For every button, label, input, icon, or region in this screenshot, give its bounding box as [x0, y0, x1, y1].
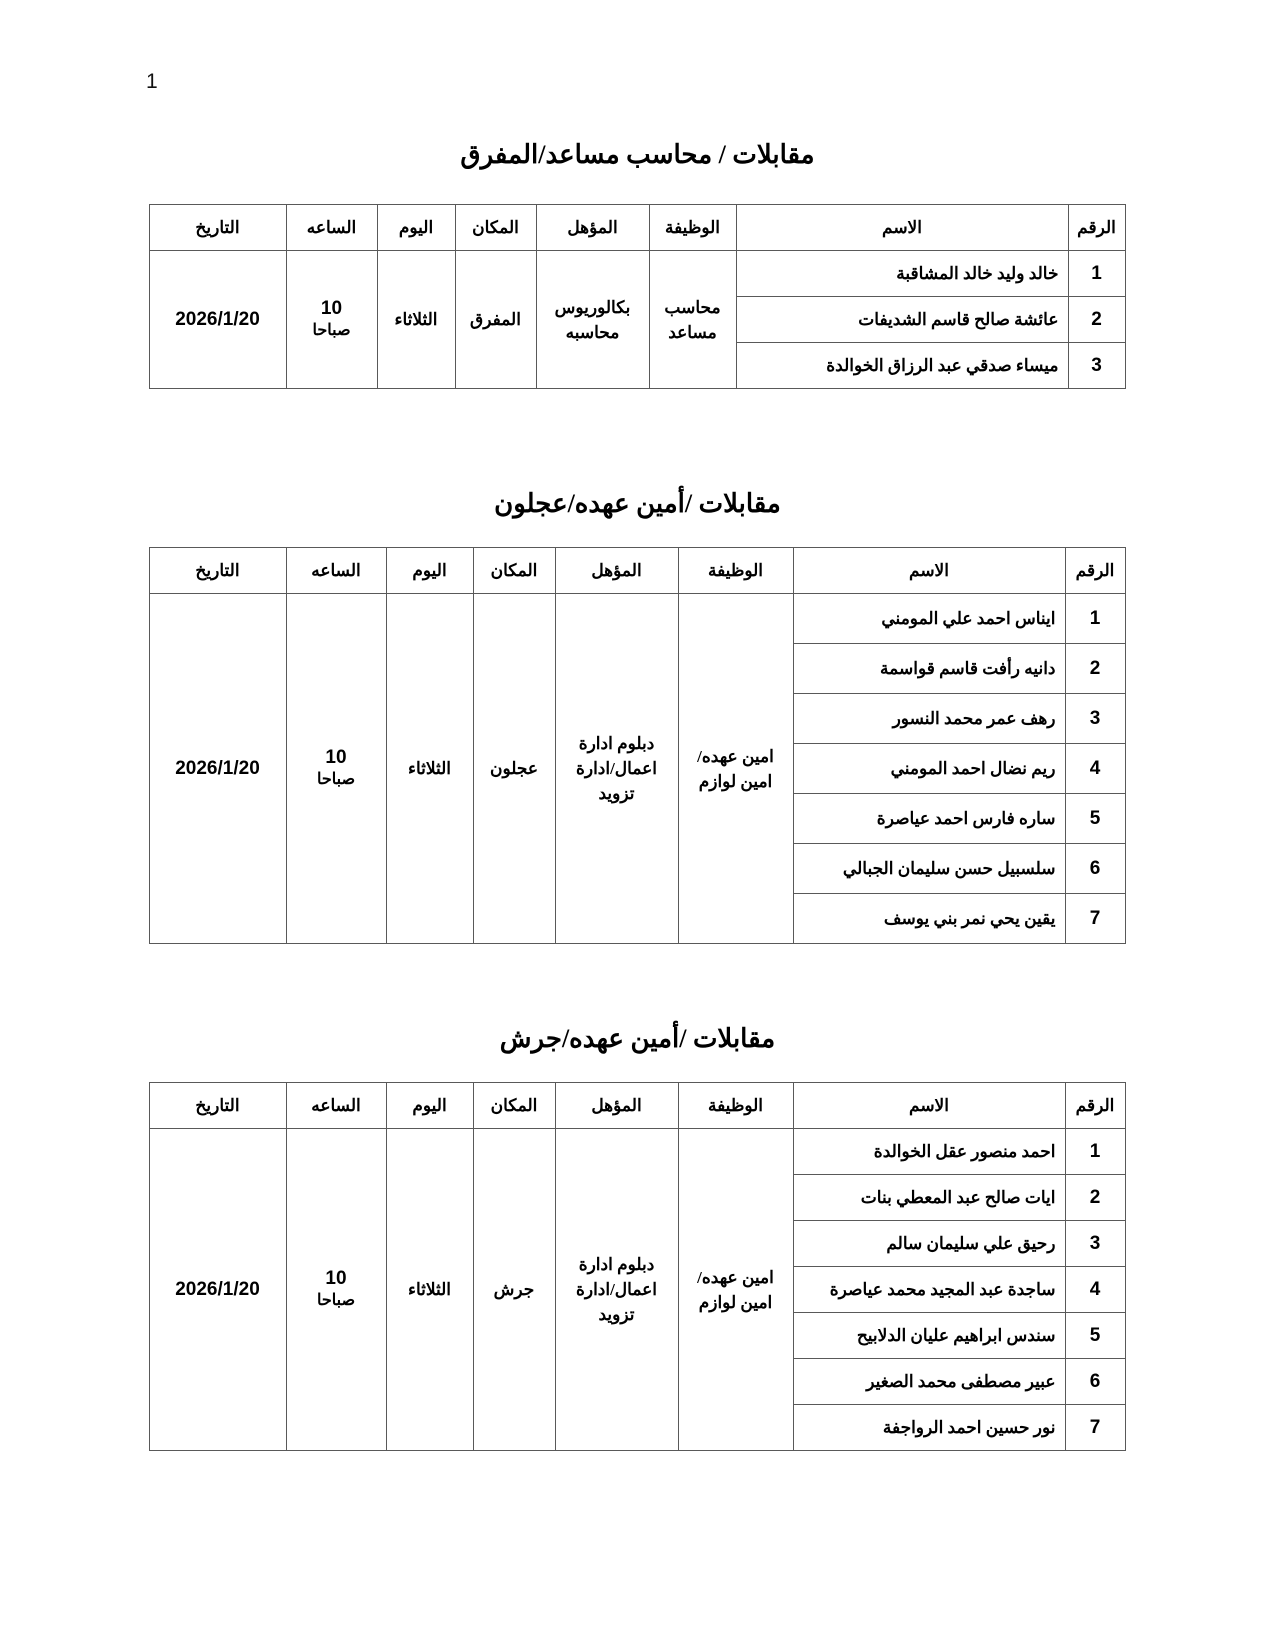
row-number-cell: 5 [1065, 794, 1125, 844]
candidate-name-cell: سلسبيل حسن سليمان الجبالي [793, 844, 1065, 894]
column-header-place: المكان [473, 548, 555, 594]
column-header-number: الرقم [1068, 205, 1125, 251]
time-value: 10 [325, 1268, 347, 1289]
time-cell [286, 1129, 386, 1451]
candidate-name-cell: ايناس احمد علي المومني [793, 594, 1065, 644]
column-header-time: الساعه [286, 548, 386, 594]
document-body [150, 0, 1126, 1451]
row-number-cell: 5 [1065, 1313, 1125, 1359]
candidate-name-cell: سندس ابراهيم عليان الدلابيح [793, 1313, 1065, 1359]
row-number-cell: 6 [1065, 844, 1125, 894]
row-number-cell: 1 [1068, 251, 1125, 297]
table-body [149, 594, 1125, 944]
column-header-number: الرقم [1065, 1083, 1125, 1129]
place-cell: جرش [473, 1129, 555, 1451]
job-cell: محاسب مساعد [649, 251, 736, 389]
column-header-date: التاريخ [149, 548, 286, 594]
row-number-cell: 4 [1065, 1267, 1125, 1313]
interview-section-jerash [150, 1020, 1126, 1451]
date-cell: 2026/1/20 [149, 594, 286, 944]
row-number-cell: 7 [1065, 894, 1125, 944]
column-header-place: المكان [455, 205, 536, 251]
time-cell [286, 251, 377, 389]
header-row [149, 548, 1125, 594]
interview-section-ajloun [150, 485, 1126, 944]
day-cell: الثلاثاء [386, 594, 473, 944]
header-row [149, 205, 1125, 251]
row-number-cell: 2 [1068, 297, 1125, 343]
day-cell: الثلاثاء [386, 1129, 473, 1451]
table-body [149, 1129, 1125, 1451]
candidate-row [149, 251, 1125, 297]
interviews-table-jerash [149, 1082, 1126, 1451]
column-header-time: الساعه [286, 205, 377, 251]
date-cell: 2026/1/20 [149, 251, 286, 389]
column-header-name: الاسم [736, 205, 1068, 251]
table-header [149, 548, 1125, 594]
column-header-qualification: المؤهل [536, 205, 649, 251]
candidate-name-cell: رهف عمر محمد النسور [793, 694, 1065, 744]
time-value: 10 [325, 747, 347, 768]
column-header-qualification: المؤهل [555, 1083, 678, 1129]
table-body [149, 251, 1125, 389]
candidate-name-cell: ساجدة عبد المجيد محمد عياصرة [793, 1267, 1065, 1313]
candidate-name-cell: ميساء صدقي عبد الرزاق الخوالدة [736, 343, 1068, 389]
qualification-cell: بكالوريوس محاسبه [536, 251, 649, 389]
column-header-job: الوظيفة [649, 205, 736, 251]
job-cell: امين عهده/امين لوازم [678, 1129, 793, 1451]
header-row [149, 1083, 1125, 1129]
candidate-name-cell: ساره فارس احمد عياصرة [793, 794, 1065, 844]
row-number-cell: 6 [1065, 1359, 1125, 1405]
column-header-date: التاريخ [149, 1083, 286, 1129]
column-header-place: المكان [473, 1083, 555, 1129]
column-header-name: الاسم [793, 1083, 1065, 1129]
candidate-row [149, 594, 1125, 644]
qualification-cell: دبلوم ادارة اعمال/ادارة تزويد [555, 594, 678, 944]
row-number-cell: 3 [1065, 1221, 1125, 1267]
table-header [149, 205, 1125, 251]
time-period: صباحا [316, 771, 356, 788]
column-header-job: الوظيفة [678, 548, 793, 594]
row-number-cell: 2 [1065, 644, 1125, 694]
candidate-name-cell: عبير مصطفى محمد الصغير [793, 1359, 1065, 1405]
row-number-cell: 1 [1065, 1129, 1125, 1175]
candidate-name-cell: عائشة صالح قاسم الشديفات [736, 297, 1068, 343]
page-number: 1 [146, 70, 158, 93]
interviews-table-mafraq [149, 204, 1126, 389]
column-header-qualification: المؤهل [555, 548, 678, 594]
qualification-cell: دبلوم ادارة اعمال/ادارة تزويد [555, 1129, 678, 1451]
table-title: مقابلات /أمين عهده/عجلون [494, 489, 781, 518]
place-cell: المفرق [455, 251, 536, 389]
column-header-day: اليوم [386, 548, 473, 594]
time-value: 10 [320, 298, 343, 319]
row-number-cell: 7 [1065, 1405, 1125, 1451]
interview-section-mafraq [150, 136, 1126, 389]
column-header-job: الوظيفة [678, 1083, 793, 1129]
date-cell: 2026/1/20 [149, 1129, 286, 1451]
table-title: مقابلات /أمين عهده/جرش [499, 1024, 776, 1053]
row-number-cell: 4 [1065, 744, 1125, 794]
time-cell [286, 594, 386, 944]
column-header-date: التاريخ [149, 205, 286, 251]
column-header-name: الاسم [793, 548, 1065, 594]
place-cell: عجلون [473, 594, 555, 944]
day-cell: الثلاثاء [377, 251, 455, 389]
table-header [149, 1083, 1125, 1129]
column-header-time: الساعه [286, 1083, 386, 1129]
candidate-name-cell: احمد منصور عقل الخوالدة [793, 1129, 1065, 1175]
candidate-name-cell: ايات صالح عبد المعطي بنات [793, 1175, 1065, 1221]
row-number-cell: 1 [1065, 594, 1125, 644]
time-period: صباحا [312, 322, 351, 339]
time-period: صباحا [316, 1292, 356, 1309]
table-title: مقابلات / محاسب مساعد/المفرق [460, 140, 815, 169]
row-number-cell: 2 [1065, 1175, 1125, 1221]
row-number-cell: 3 [1065, 694, 1125, 744]
column-header-number: الرقم [1065, 548, 1125, 594]
candidate-name-cell: خالد وليد خالد المشاقبة [736, 251, 1068, 297]
column-header-day: اليوم [377, 205, 455, 251]
job-cell: امين عهده/امين لوازم [678, 594, 793, 944]
candidate-name-cell: رحيق علي سليمان سالم [793, 1221, 1065, 1267]
candidate-name-cell: يقين يحي نمر بني يوسف [793, 894, 1065, 944]
row-number-cell: 3 [1068, 343, 1125, 389]
candidate-name-cell: ريم نضال احمد المومني [793, 744, 1065, 794]
candidate-name-cell: نور حسين احمد الرواجفة [793, 1405, 1065, 1451]
column-header-day: اليوم [386, 1083, 473, 1129]
candidate-row [149, 1129, 1125, 1175]
interviews-table-ajloun [149, 547, 1126, 944]
candidate-name-cell: دانيه رأفت قاسم قواسمة [793, 644, 1065, 694]
